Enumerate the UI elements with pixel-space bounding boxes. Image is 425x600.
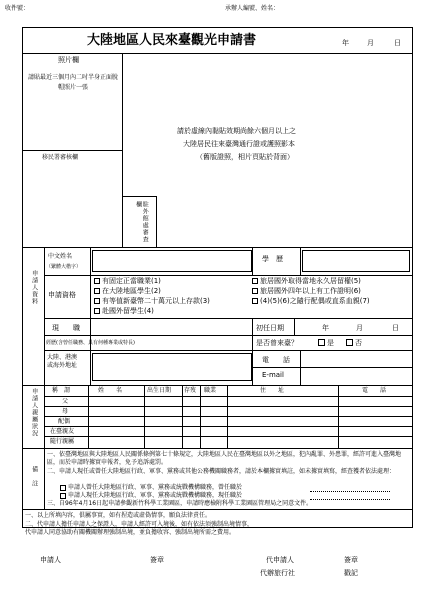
relatives-header-phone: 電 話 xyxy=(362,387,387,394)
footer-stamp: 戳記 xyxy=(344,569,358,577)
divider xyxy=(44,247,45,385)
note-item-3: 三、自96年4月16日起申請參觀新竹科學工業園區，申請時應檢附科學工業園區管理局之同意文件。 xyxy=(47,500,313,507)
applicant-section-label: 申請人資料 xyxy=(30,270,38,305)
category-5-label: 旅居國外取得當地永久居留權(5) xyxy=(260,277,361,285)
photo-instruction: 請貼最近三個月內二吋半身正面脫帽照片一張 xyxy=(27,74,118,91)
footer-travel-agency: 代辦旅行社 xyxy=(260,569,295,577)
address-label: 大陸、港澳或海外地址 xyxy=(47,354,78,369)
relatives-header-address: 住 址 xyxy=(260,387,285,394)
notes-label: 備 註 xyxy=(30,466,38,487)
divider xyxy=(44,416,413,417)
category-checkbox-7[interactable] xyxy=(252,298,258,304)
handler-label: 承辦人編號、姓名： xyxy=(225,5,280,12)
arrival-day: 日 xyxy=(392,324,399,332)
category-6-label: 旅居國外四年以上有工作證明(6) xyxy=(260,287,361,295)
relatives-row-father: 父 xyxy=(62,398,69,405)
divider xyxy=(90,247,91,385)
occupation-label: 現 職 xyxy=(52,324,80,332)
certificate-note-3: （舊版證照，相片頁貼於背面） xyxy=(196,153,294,161)
date-month: 月 xyxy=(367,39,374,47)
divider xyxy=(22,150,122,151)
note-item-1: 一、依臺灣地區與大陸地區人民關係條例第七十條規定，大陸地區人民在臺灣地區以外之地區，犯內亂罪、外患罪，經許可進入臺灣地區，而於申請時據實申報者，免予追訴處罰。 xyxy=(47,451,402,466)
category-2-label: 在大陸地區學生(2) xyxy=(102,287,161,295)
divider xyxy=(252,367,413,368)
divider xyxy=(252,247,253,275)
experience-label: 經歷(含曾任職務、具有何種專業或特長) xyxy=(46,340,135,346)
been-taiwan-label: 是否曾來臺？ xyxy=(256,339,298,347)
category-4-label: 赴國外留學生(4) xyxy=(102,307,154,315)
category-3-label: 有等值新臺幣二十萬元以上存款(3) xyxy=(102,297,210,305)
divider xyxy=(44,396,413,397)
relatives-row-spouse: 配偶 xyxy=(58,418,71,425)
category-checkbox-4[interactable] xyxy=(94,308,100,314)
relatives-row-companion: 隨行親屬 xyxy=(50,438,75,445)
divider xyxy=(44,426,413,427)
note-check-1-label: 申請人曾任大陸地區行政、軍事、黨務或統戰機構職務，曾任職於 xyxy=(68,484,243,491)
arrival-date-label: 初任日期 xyxy=(256,324,284,332)
chinese-name-note: （繁體大楷字） xyxy=(46,264,82,270)
certificate-note-2: 大陸居民往來臺灣通行證或護照影本 xyxy=(183,140,295,148)
category-checkbox-2[interactable] xyxy=(94,288,100,294)
yes-label: 是 xyxy=(327,339,334,347)
note-check-2[interactable] xyxy=(60,493,66,499)
category-1-label: 有固定正當職業(1) xyxy=(102,277,161,285)
arrival-month: 月 xyxy=(356,324,363,332)
divider xyxy=(22,509,413,510)
chinese-name-field[interactable] xyxy=(92,250,252,272)
footer-agent-signature: 簽章 xyxy=(344,556,358,564)
relatives-header-name: 姓 名 xyxy=(98,387,123,394)
relatives-section-label: 申請人親屬狀況 xyxy=(30,388,38,437)
divider xyxy=(44,318,413,319)
form-title: 大陸地區人民來臺觀光申請書 xyxy=(87,33,257,48)
phone-label: 電 話 xyxy=(262,356,290,364)
date-day: 日 xyxy=(394,39,401,47)
note-item-2: 二、申請人現任或曾任大陸地區行政、軍事、黨務或其他公務機關職務者，請於本欄據實填註，如未據實填寫，經查獲者依法處理： xyxy=(47,468,396,475)
category-checkbox-1[interactable] xyxy=(94,278,100,284)
education-field[interactable] xyxy=(302,250,410,272)
divider xyxy=(300,247,301,275)
footer-applicant-label: 申請人 xyxy=(40,556,61,564)
divider xyxy=(294,318,295,335)
divider xyxy=(44,350,413,351)
reviewer-label: 駐外館處審查欄 xyxy=(134,201,149,243)
photo-label: 照片欄 xyxy=(58,56,79,64)
footer-note-2: 二、代申請人擔任申請人之保證人，申請人經許可入境後，如有依法須強制出境情事，代申請人同意協助有關機關辦理強制出境，並負擔收容、強制出境所需之費用。 xyxy=(25,521,254,536)
divider xyxy=(22,53,413,54)
divider xyxy=(22,385,413,386)
divider xyxy=(44,436,413,437)
receipt-number-label: 收件號： xyxy=(5,5,30,12)
been-taiwan-no-checkbox[interactable] xyxy=(346,339,353,346)
relatives-row-taiwan: 在臺親友 xyxy=(50,428,75,435)
certificate-note-1: 請於虛線內黏貼效期尚餘六個月以上之 xyxy=(177,127,296,135)
relatives-header-birth: 出生日期 xyxy=(147,387,172,394)
footer-agent-label: 代申請人 xyxy=(266,556,294,564)
relatives-row-mother: 母 xyxy=(62,408,69,415)
date-year: 年 xyxy=(342,39,349,47)
divider xyxy=(44,275,413,276)
been-taiwan-yes-checkbox[interactable] xyxy=(318,339,325,346)
divider xyxy=(252,318,253,335)
no-label: 否 xyxy=(355,339,362,347)
immigration-review-label: 移民署審核欄 xyxy=(42,154,79,161)
divider xyxy=(22,448,413,449)
arrival-year: 年 xyxy=(322,324,329,332)
divider xyxy=(44,406,413,407)
category-checkbox-3[interactable] xyxy=(94,298,100,304)
category-checkbox-5[interactable] xyxy=(252,278,258,284)
note-check-2-label: 申請人現任大陸地區行政、軍事、黨務或統戰機構職務，現任職於 xyxy=(68,492,243,499)
divider xyxy=(252,335,253,350)
email-label: E-mail xyxy=(262,371,284,379)
divider xyxy=(44,335,413,336)
chinese-name-label: 中文姓名 xyxy=(48,253,73,260)
relatives-header-relation: 稱 謂 xyxy=(52,387,71,394)
note-check-1[interactable] xyxy=(60,485,66,491)
note-check-1-line xyxy=(310,491,390,492)
divider xyxy=(22,247,413,248)
relatives-header-alive: 存歿 xyxy=(184,387,197,394)
education-label: 學 歷 xyxy=(262,255,283,263)
relatives-header-job: 職業 xyxy=(204,387,217,394)
category-checkbox-6[interactable] xyxy=(252,288,258,294)
category-7-label: (4)(5)(6)之隨行配偶或直系血親(7) xyxy=(260,297,370,305)
qualification-label: 申請資格 xyxy=(48,291,76,299)
address-field[interactable] xyxy=(92,353,252,381)
footer-note-1: 一、以上所填內容，俱屬事實，如有捏造或虛偽情事，願負法律責任。 xyxy=(25,512,212,519)
footer-applicant-signature: 簽章 xyxy=(150,556,164,564)
divider xyxy=(44,448,45,509)
